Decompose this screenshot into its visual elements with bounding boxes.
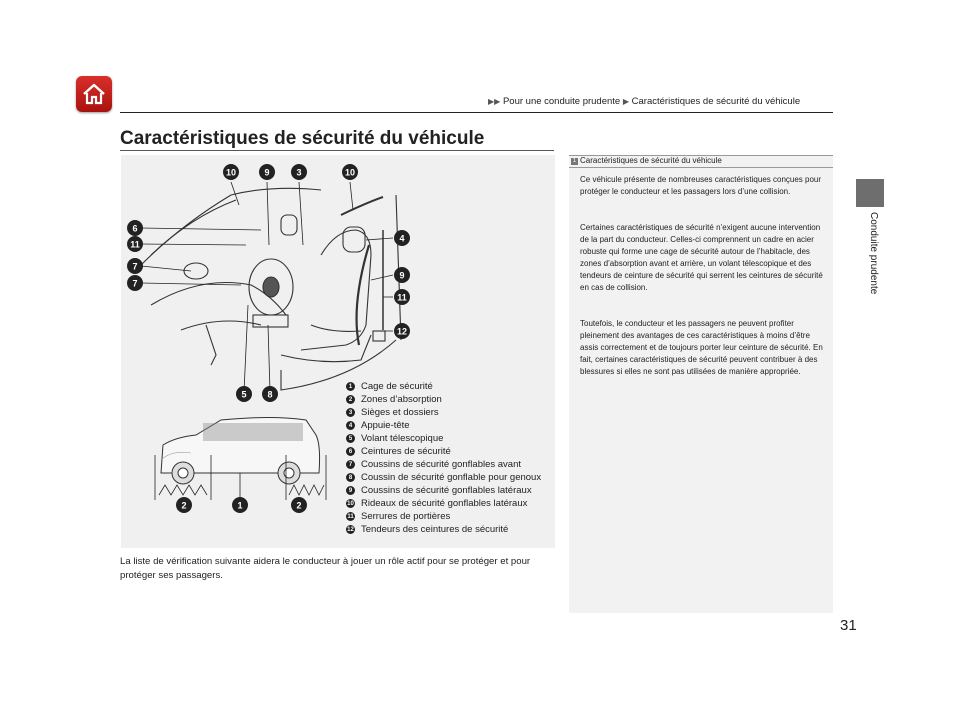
legend-label: Coussin de sécurité gonflable pour genoux bbox=[361, 472, 542, 483]
callout-badge: 9 bbox=[399, 270, 405, 281]
legend-label: Volant télescopique bbox=[361, 433, 444, 444]
page-number: 31 bbox=[840, 617, 857, 634]
chapter-tab[interactable] bbox=[856, 179, 884, 207]
sidebar-paragraph: Ce véhicule présente de nombreuses caractéristiques conçues pour protéger le conducteur et les passagers lors d’une collision. bbox=[580, 175, 822, 197]
legend-number: 8 bbox=[346, 473, 355, 482]
legend-item bbox=[346, 523, 541, 536]
callout-badge: 8 bbox=[267, 389, 273, 400]
legend-item bbox=[346, 406, 541, 419]
legend-number: 3 bbox=[346, 408, 355, 417]
legend-label: Coussins de sécurité gonflables latéraux bbox=[361, 485, 532, 496]
callout-badge: 9 bbox=[264, 167, 270, 178]
legend-label: Appuie-tête bbox=[361, 420, 410, 431]
callout-badge: 11 bbox=[397, 292, 407, 303]
breadcrumb bbox=[488, 96, 800, 107]
breadcrumb-item-current[interactable]: Caractéristiques de sécurité du véhicule bbox=[631, 96, 801, 107]
legend-number: 11 bbox=[347, 513, 354, 520]
safety-features-figure bbox=[121, 155, 555, 548]
legend-number: 10 bbox=[347, 500, 354, 507]
breadcrumb-item[interactable]: Pour une conduite prudente bbox=[502, 96, 621, 107]
callout-badge: 11 bbox=[130, 239, 140, 250]
legend-label: Cage de sécurité bbox=[361, 381, 433, 392]
legend-number: 6 bbox=[346, 447, 355, 456]
legend-item bbox=[346, 510, 541, 523]
callout-badge: 3 bbox=[296, 167, 302, 178]
breadcrumb-arrow-icon: ▶▶ bbox=[488, 97, 501, 106]
figure-legend bbox=[346, 380, 541, 536]
callout-badge: 12 bbox=[396, 326, 408, 337]
sidebar-title bbox=[571, 156, 722, 165]
legend-item bbox=[346, 419, 541, 432]
legend-label: Ceintures de sécurité bbox=[361, 446, 451, 457]
legend-number: 12 bbox=[347, 526, 354, 533]
legend-number: 9 bbox=[346, 486, 355, 495]
callout-badge: 7 bbox=[132, 278, 138, 289]
legend-label: Serrures de portières bbox=[361, 511, 451, 522]
legend-label: Sièges et dossiers bbox=[361, 407, 439, 418]
legend-item bbox=[346, 393, 541, 406]
callout-badge: 2 bbox=[181, 500, 187, 511]
sidebar-mark-icon: 1 bbox=[572, 158, 577, 164]
home-icon bbox=[81, 81, 107, 107]
callout-badge: 2 bbox=[296, 500, 302, 511]
home-button[interactable] bbox=[76, 76, 112, 112]
legend-item bbox=[346, 445, 541, 458]
legend-item bbox=[346, 471, 541, 484]
page-title: Caractéristiques de sécurité du véhicule bbox=[120, 128, 485, 149]
callout-badge: 10 bbox=[225, 167, 237, 178]
legend-number: 1 bbox=[346, 382, 355, 391]
legend-label: Rideaux de sécurité gonflables latéraux bbox=[361, 498, 528, 509]
legend-label: Tendeurs des ceintures de sécurité bbox=[361, 524, 509, 535]
header-rule bbox=[120, 112, 833, 113]
legend-number: 5 bbox=[346, 434, 355, 443]
intro-paragraph: La liste de vérification suivante aidera le conducteur à jouer un rôle actif pour se protéger et pour protéger ses passagers. bbox=[120, 556, 531, 581]
legend-item bbox=[346, 432, 541, 445]
legend-item bbox=[346, 497, 541, 510]
callout-badge: 4 bbox=[399, 233, 405, 244]
callout-badge: 10 bbox=[344, 167, 356, 178]
sidebar-title-text: Caractéristiques de sécurité du véhicule bbox=[580, 156, 722, 165]
legend-number: 2 bbox=[346, 395, 355, 404]
sidebar-paragraph: Toutefois, le conducteur et les passagers ne peuvent profiter pleinement des avantages de ces caractéristiques à moins d’être assis correctement et de toujours porter leur ceinture de sécurité. En fait, certaines caractéristiques de sécurité peuvent contribuer à des blessures si elles ne sont pas utilisées de manière appropriée. bbox=[580, 319, 823, 377]
legend-label: Zones d’absorption bbox=[361, 394, 442, 405]
chapter-tab-label: Conduite prudente bbox=[868, 212, 879, 295]
legend-label: Coussins de sécurité gonflables avant bbox=[361, 459, 522, 470]
legend-item bbox=[346, 380, 541, 393]
callout-badge: 6 bbox=[132, 223, 138, 234]
legend-item bbox=[346, 484, 541, 497]
sidebar-paragraph: Certaines caractéristiques de sécurité n’exigent aucune intervention de la part du conducteur. Celles-ci comprennent un cadre en acier robuste qui forme une cage de sécurité autour de l’habitacle, des zones d’absorption avant et arrière, un volant télescopique et des tendeurs de ceinture de sécurité qui serrent les ceintures de sécurité en cas de collision. bbox=[580, 223, 823, 293]
breadcrumb-arrow-icon: ▶ bbox=[622, 97, 630, 106]
sidebar-rule bbox=[569, 167, 833, 168]
callout-badge: 1 bbox=[237, 500, 243, 511]
callout-badge: 5 bbox=[241, 389, 247, 400]
callout-badge: 7 bbox=[132, 261, 138, 272]
legend-number: 4 bbox=[346, 421, 355, 430]
legend-number: 7 bbox=[346, 460, 355, 469]
legend-item bbox=[346, 458, 541, 471]
title-rule bbox=[120, 150, 554, 151]
